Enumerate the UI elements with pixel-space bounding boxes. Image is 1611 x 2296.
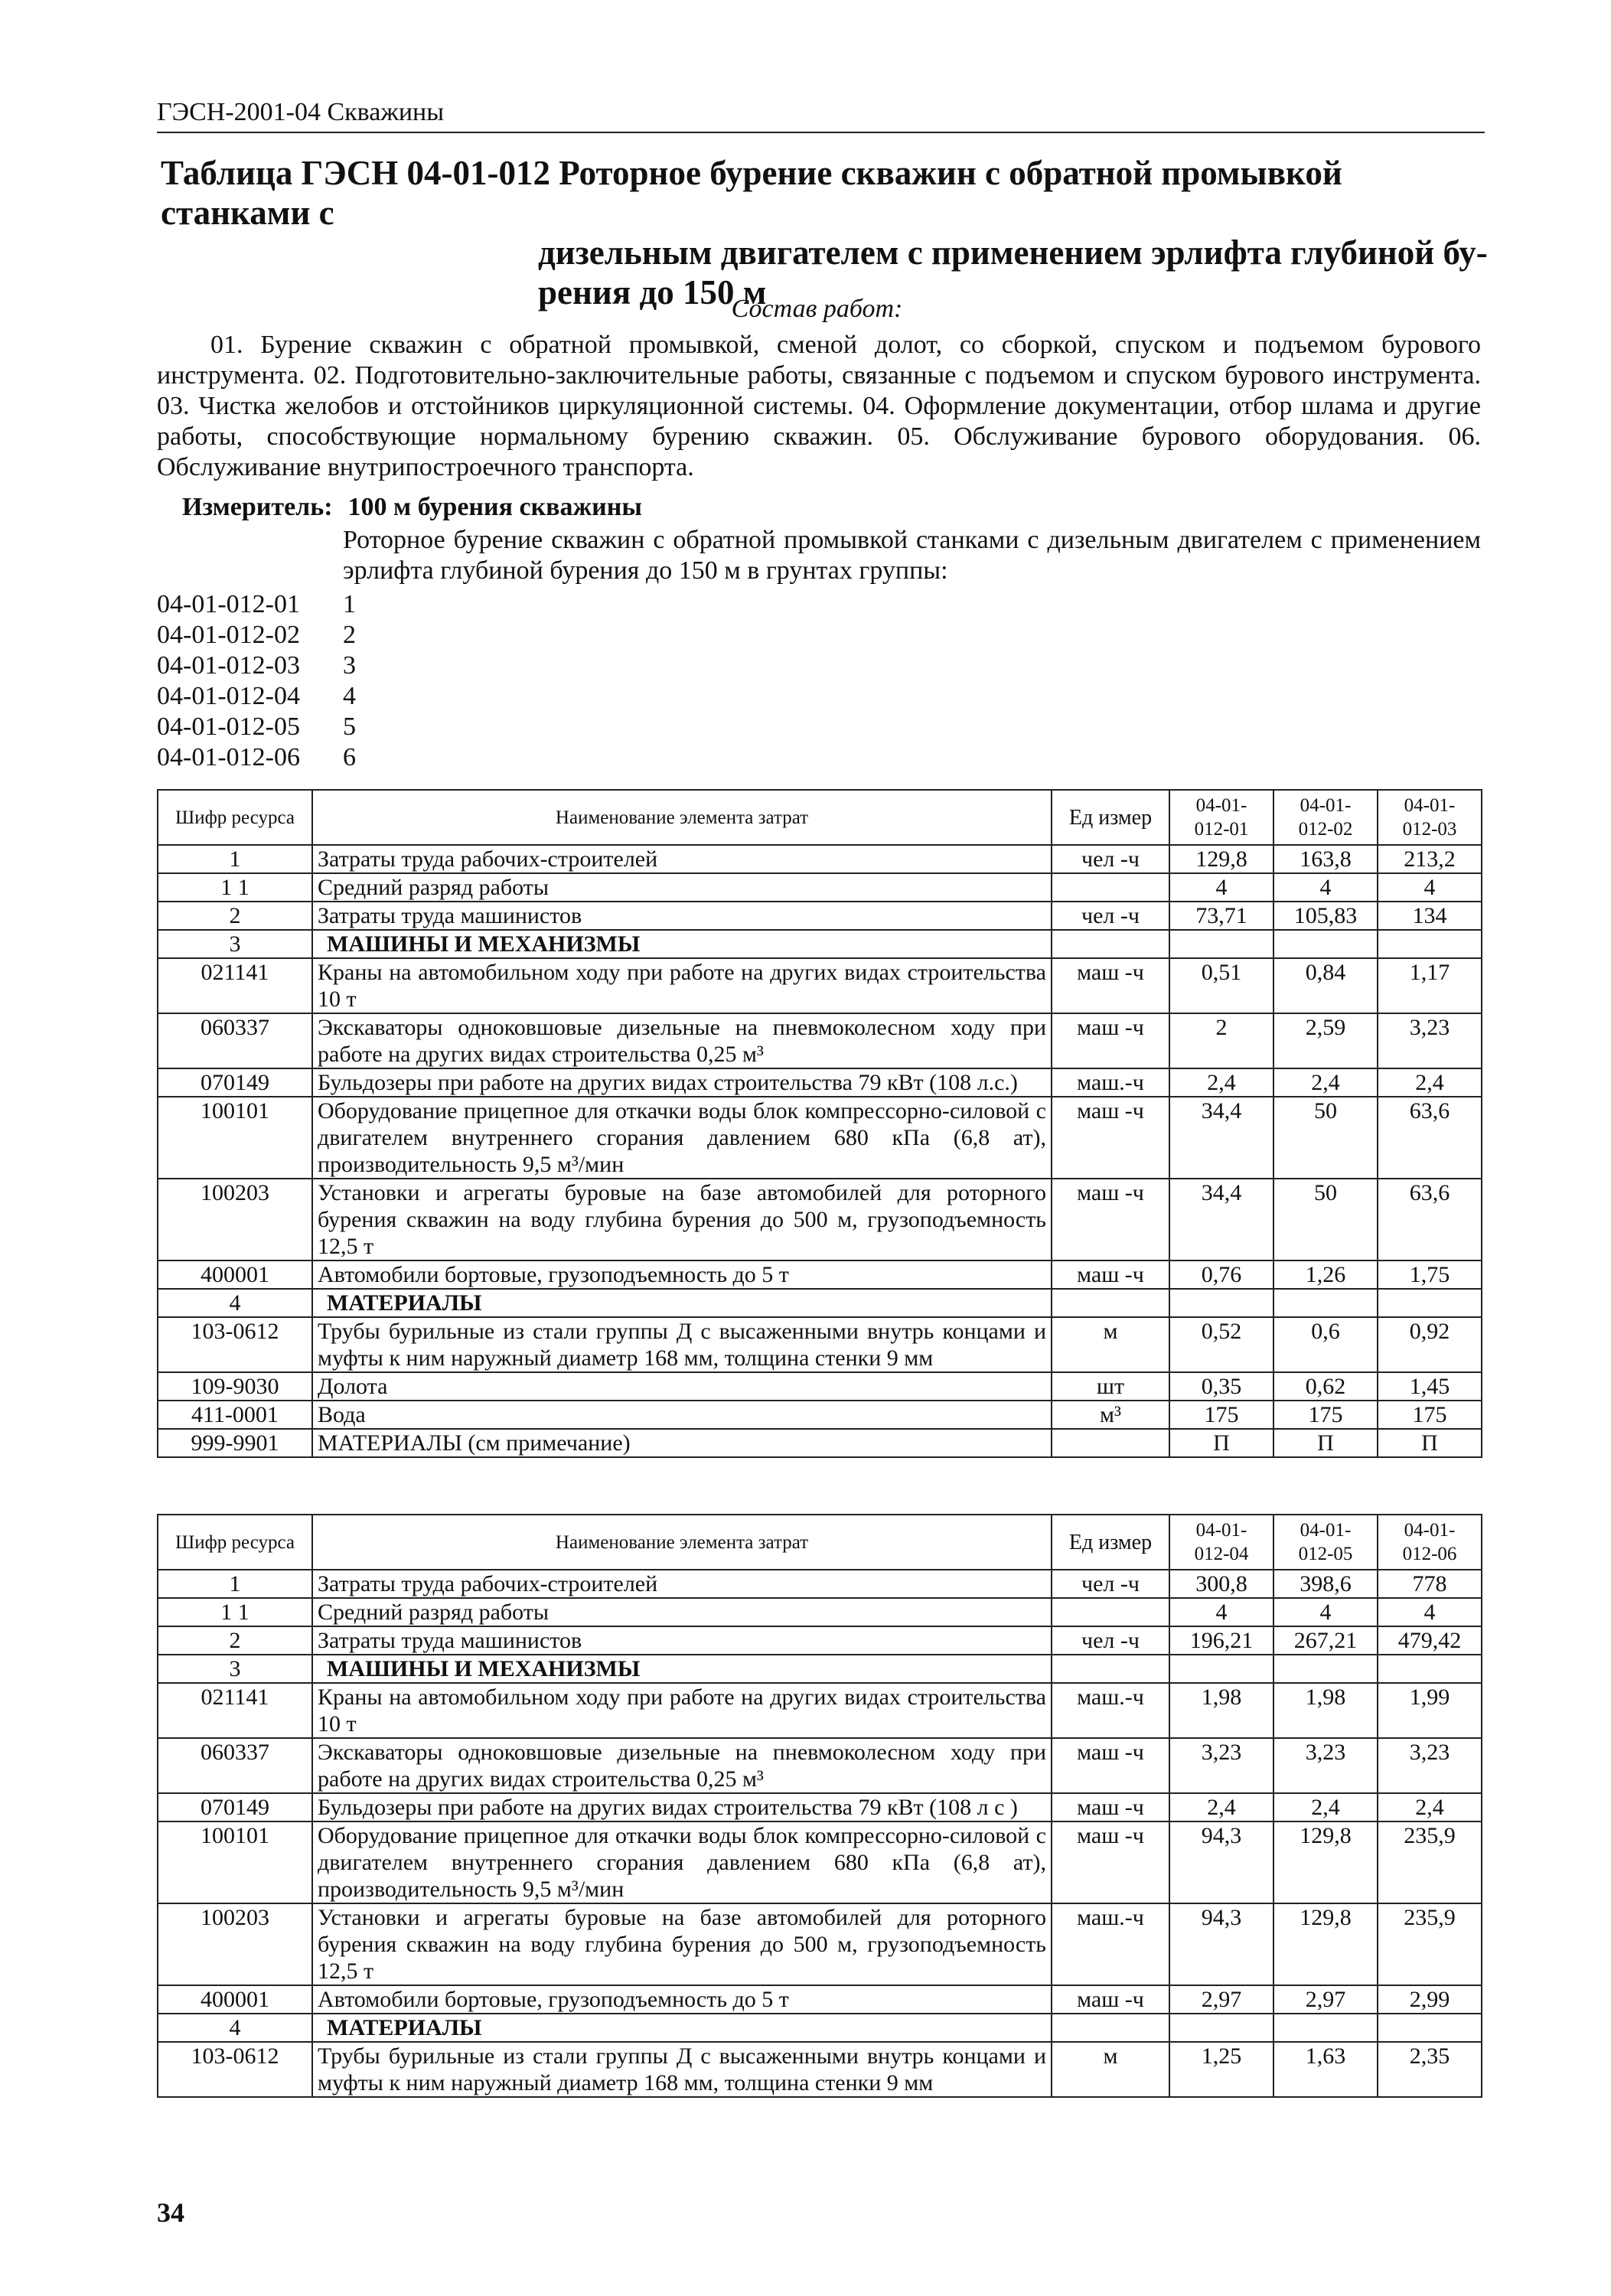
- resource-unit: маш -ч: [1052, 1793, 1169, 1821]
- table-header-row: [158, 790, 1482, 845]
- norm-value: 129,8: [1273, 1821, 1378, 1903]
- resource-name: Автомобили бортовые, грузоподъемность до 5 т: [312, 1985, 1052, 2014]
- norm-value: П: [1169, 1429, 1273, 1457]
- norm-code-row: [157, 712, 356, 742]
- resource-unit: маш.-ч: [1052, 1903, 1169, 1985]
- resource-name: МАТЕРИАЛЫ (см примечание): [312, 1429, 1052, 1457]
- norm-value: 3,23: [1169, 1738, 1273, 1793]
- resource-code: 021141: [158, 1683, 312, 1738]
- norm-value: 175: [1169, 1401, 1273, 1429]
- resource-name: Бульдозеры при работе на других видах строительства 79 кВт (108 л.с.): [312, 1068, 1052, 1097]
- norm-value: [1378, 2014, 1482, 2042]
- norm-value: 175: [1273, 1401, 1378, 1429]
- norm-code: 04-01-012-01: [157, 590, 300, 618]
- resource-name: Установки и агрегаты буровые на базе автомобилей для роторного бурения скважин на воду глубина бурения до 500 м, грузоподъемность 12,5 т: [312, 1179, 1052, 1261]
- resource-table-1: [157, 789, 1482, 1458]
- resource-code: 1: [158, 845, 312, 873]
- norm-value: 4: [1273, 1598, 1378, 1626]
- table-row: [158, 958, 1482, 1013]
- norm-code: 04-01-012-02: [157, 621, 300, 649]
- resource-unit: [1052, 1289, 1169, 1317]
- resource-code: 103-0612: [158, 1317, 312, 1372]
- norm-value: 1,45: [1378, 1372, 1482, 1401]
- norm-value: 105,83: [1273, 902, 1378, 930]
- norm-value: [1169, 1655, 1273, 1683]
- norm-code-row: [157, 620, 356, 651]
- norm-value: 94,3: [1169, 1903, 1273, 1985]
- col-header-norm: 04-01- 012-03: [1378, 790, 1482, 845]
- resource-unit: маш -ч: [1052, 1179, 1169, 1261]
- table-row: [158, 1261, 1482, 1289]
- table-title: [161, 153, 1489, 312]
- table-row: [158, 1821, 1482, 1903]
- resource-unit: шт: [1052, 1372, 1169, 1401]
- resource-name: Затраты труда рабочих-строителей: [312, 845, 1052, 873]
- resource-unit: чел -ч: [1052, 1626, 1169, 1655]
- title-line-1: Таблица ГЭСН 04-01-012 Роторное бурение скважин с обратной промывкой станками с: [161, 154, 1342, 232]
- table-row: [158, 873, 1482, 902]
- table-row: [158, 2014, 1482, 2042]
- soil-group: 6: [343, 743, 356, 771]
- table-row: [158, 1013, 1482, 1068]
- title-line-2: дизельным двигателем с применением эрлифта глубиной бу-: [538, 233, 1488, 272]
- resource-unit: [1052, 1598, 1169, 1626]
- col-header-norm: 04-01- 012-05: [1273, 1515, 1378, 1570]
- running-header: ГЭСН-2001-04 Скважины: [157, 98, 1485, 133]
- norm-value: 0,92: [1378, 1317, 1482, 1372]
- table-row: [158, 1903, 1482, 1985]
- norm-value: 129,8: [1169, 845, 1273, 873]
- resource-unit: маш -ч: [1052, 1738, 1169, 1793]
- resource-unit: [1052, 1655, 1169, 1683]
- norm-value: 0,52: [1169, 1317, 1273, 1372]
- resource-unit: м³: [1052, 1401, 1169, 1429]
- table-row: [158, 1655, 1482, 1683]
- norm-value: 1,98: [1273, 1683, 1378, 1738]
- resource-unit: маш.-ч: [1052, 1068, 1169, 1097]
- col-header-code: Шифр ресурса: [158, 1515, 312, 1570]
- resource-code: 070149: [158, 1068, 312, 1097]
- resource-code: 4: [158, 2014, 312, 2042]
- resource-name: Оборудование прицепное для откачки воды блок компрессорно-силовой с двигателем внутреннего сгорания давлением 680 кПа (6,8 ат), производительность 9,5 м³/мин: [312, 1821, 1052, 1903]
- norm-value: 0,6: [1273, 1317, 1378, 1372]
- resource-name: Трубы бурильные из стали группы Д с высаженными внутрь концами и муфты к ним наружный диаметр 168 мм, толщина стенки 9 мм: [312, 2042, 1052, 2097]
- norm-value: 1,17: [1378, 958, 1482, 1013]
- norm-value: 4: [1378, 873, 1482, 902]
- norm-value: [1273, 2014, 1378, 2042]
- norm-value: [1169, 2014, 1273, 2042]
- soil-group: 5: [343, 713, 356, 741]
- norm-value: 2,59: [1273, 1013, 1378, 1068]
- norm-value: 2,4: [1273, 1068, 1378, 1097]
- table-row: [158, 1738, 1482, 1793]
- norm-value: [1169, 1289, 1273, 1317]
- resource-unit: маш -ч: [1052, 958, 1169, 1013]
- norm-value: 4: [1169, 873, 1273, 902]
- norm-value: 0,84: [1273, 958, 1378, 1013]
- resource-unit: маш -ч: [1052, 1985, 1169, 2014]
- norm-value: 778: [1378, 1570, 1482, 1598]
- norm-value: 1,75: [1378, 1261, 1482, 1289]
- resource-name: Средний разряд работы: [312, 873, 1052, 902]
- norm-description: Роторное бурение скважин с обратной промывкой станками с дизельным двигателем с применением эрлифта глубиной бурения до 150 м в грунтах группы:: [343, 526, 1481, 585]
- table-row: [158, 1068, 1482, 1097]
- norm-value: 3,23: [1378, 1013, 1482, 1068]
- table-row: [158, 2042, 1482, 2097]
- table-row: [158, 1570, 1482, 1598]
- resource-name: Краны на автомобильном ходу при работе на других видах строительства 10 т: [312, 1683, 1052, 1738]
- norm-value: 300,8: [1169, 1570, 1273, 1598]
- resource-name: МАШИНЫ И МЕХАНИЗМЫ: [312, 1655, 1052, 1683]
- resource-name: Экскаваторы одноковшовые дизельные на пневмоколесном ходу при работе на других видах строительства 0,25 м³: [312, 1738, 1052, 1793]
- col-header-norm: 04-01- 012-06: [1378, 1515, 1482, 1570]
- col-header-norm: 04-01- 012-02: [1273, 790, 1378, 845]
- norm-value: 4: [1273, 873, 1378, 902]
- resource-name: МАТЕРИАЛЫ: [312, 1289, 1052, 1317]
- resource-name: Бульдозеры при работе на других видах строительства 79 кВт (108 л с ): [312, 1793, 1052, 1821]
- resource-unit: маш -ч: [1052, 1097, 1169, 1179]
- col-header-norm: 04-01- 012-04: [1169, 1515, 1273, 1570]
- norm-value: 2,4: [1169, 1793, 1273, 1821]
- table-row: [158, 1793, 1482, 1821]
- resource-unit: чел -ч: [1052, 1570, 1169, 1598]
- resource-unit: [1052, 930, 1169, 958]
- table-row: [158, 902, 1482, 930]
- resource-name: Оборудование прицепное для откачки воды блок компрессорно-силовой с двигателем внутреннего сгорания давлением 680 кПа (6,8 ат), производительность 9,5 м³/мин: [312, 1097, 1052, 1179]
- norm-value: 4: [1378, 1598, 1482, 1626]
- resource-unit: [1052, 1429, 1169, 1457]
- resource-name: МАТЕРИАЛЫ: [312, 2014, 1052, 2042]
- table-row: [158, 1401, 1482, 1429]
- norm-value: 175: [1378, 1401, 1482, 1429]
- norm-value: 2,4: [1169, 1068, 1273, 1097]
- table-row: [158, 1683, 1482, 1738]
- norm-value: [1169, 930, 1273, 958]
- norm-value: 2,99: [1378, 1985, 1482, 2014]
- resource-code: 1 1: [158, 1598, 312, 1626]
- norm-value: 0,51: [1169, 958, 1273, 1013]
- table-row: [158, 1317, 1482, 1372]
- norm-value: 0,35: [1169, 1372, 1273, 1401]
- resource-unit: м: [1052, 2042, 1169, 2097]
- norm-value: 1,98: [1169, 1683, 1273, 1738]
- norm-code: 04-01-012-04: [157, 682, 300, 710]
- soil-group: 1: [343, 590, 356, 618]
- norm-code: 04-01-012-06: [157, 743, 300, 771]
- norm-value: 34,4: [1169, 1097, 1273, 1179]
- norm-value: 2,97: [1169, 1985, 1273, 2014]
- measure-unit: [182, 493, 642, 522]
- norm-value: 3,23: [1378, 1738, 1482, 1793]
- norm-value: 398,6: [1273, 1570, 1378, 1598]
- norm-value: [1273, 930, 1378, 958]
- soil-group: 3: [343, 651, 356, 680]
- norm-value: 2,97: [1273, 1985, 1378, 2014]
- resource-code: 411-0001: [158, 1401, 312, 1429]
- norm-value: [1378, 1289, 1482, 1317]
- soil-group: 2: [343, 621, 356, 649]
- resource-name: Автомобили бортовые, грузоподъемность до 5 т: [312, 1261, 1052, 1289]
- norm-value: 2: [1169, 1013, 1273, 1068]
- resource-name: Трубы бурильные из стали группы Д с высаженными внутрь концами и муфты к ним наружный диаметр 168 мм, толщина стенки 9 мм: [312, 1317, 1052, 1372]
- norm-value: 235,9: [1378, 1903, 1482, 1985]
- table-row: [158, 1598, 1482, 1626]
- resource-name: Установки и агрегаты буровые на базе автомобилей для роторного бурения скважин на воду глубина бурения до 500 м, грузоподъемность 12,5 т: [312, 1903, 1052, 1985]
- norm-value: 50: [1273, 1179, 1378, 1261]
- col-header-name: Наименование элемента затрат: [312, 1515, 1052, 1570]
- norm-value: 235,9: [1378, 1821, 1482, 1903]
- norm-code-row: [157, 742, 356, 773]
- col-header-unit: Ед измер: [1052, 790, 1169, 845]
- norm-value: [1273, 1655, 1378, 1683]
- norm-value: [1378, 1655, 1482, 1683]
- measure-value: 100 м бурения скважины: [347, 493, 642, 521]
- norm-value: 134: [1378, 902, 1482, 930]
- resource-code: 103-0612: [158, 2042, 312, 2097]
- resource-unit: маш.-ч: [1052, 1683, 1169, 1738]
- resource-code: 4: [158, 1289, 312, 1317]
- title-line-3: рения до 150 м: [538, 273, 767, 311]
- resource-code: 100203: [158, 1179, 312, 1261]
- resource-code: 999-9901: [158, 1429, 312, 1457]
- soil-group: 4: [343, 682, 356, 710]
- norm-value: 34,4: [1169, 1179, 1273, 1261]
- col-header-code: Шифр ресурса: [158, 790, 312, 845]
- resource-name: Затраты труда рабочих-строителей: [312, 1570, 1052, 1598]
- norm-value: 94,3: [1169, 1821, 1273, 1903]
- resource-unit: чел -ч: [1052, 902, 1169, 930]
- resource-name: Вода: [312, 1401, 1052, 1429]
- norm-value: 2,4: [1378, 1068, 1482, 1097]
- resource-name: Экскаваторы одноковшовые дизельные на пневмоколесном ходу при работе на других видах строительства 0,25 м³: [312, 1013, 1052, 1068]
- norm-value: 2,35: [1378, 2042, 1482, 2097]
- col-header-norm: 04-01- 012-01: [1169, 790, 1273, 845]
- resource-code: 400001: [158, 1985, 312, 2014]
- resource-code: 2: [158, 1626, 312, 1655]
- norm-value: 1,63: [1273, 2042, 1378, 2097]
- resource-name: Затраты труда машинистов: [312, 902, 1052, 930]
- table-row: [158, 1985, 1482, 2014]
- resource-unit: маш -ч: [1052, 1821, 1169, 1903]
- composition-text: 01. Бурение скважин с обратной промывкой, сменой долот, со сборкой, спуском и подъемом бурового инструмента. 02. Подготовительно-заключительные работы, связанные с подъемом и спуском бурового инструмента. 03. Чистка желобов и отстойников циркуляционной системы. 04. Оформление документации, отбор шлама и другие работы, способствующие нормальному бурению скважин. 05. Обслуживание бурового оборудования. 06. Обслуживание внутрипостроечного транспорта.: [157, 331, 1481, 481]
- resource-code: 070149: [158, 1793, 312, 1821]
- table-row: [158, 1429, 1482, 1457]
- resource-unit: маш -ч: [1052, 1261, 1169, 1289]
- norm-value: 0,62: [1273, 1372, 1378, 1401]
- table-row: [158, 1179, 1482, 1261]
- norm-value: 163,8: [1273, 845, 1378, 873]
- norm-value: 2,4: [1378, 1793, 1482, 1821]
- measure-label: Измеритель:: [182, 493, 333, 521]
- resource-code: 2: [158, 902, 312, 930]
- resource-unit: чел -ч: [1052, 845, 1169, 873]
- norm-value: 213,2: [1378, 845, 1482, 873]
- resource-code: 400001: [158, 1261, 312, 1289]
- norm-value: 196,21: [1169, 1626, 1273, 1655]
- resource-code: 060337: [158, 1738, 312, 1793]
- norm-value: 1,26: [1273, 1261, 1378, 1289]
- table-row: [158, 1097, 1482, 1179]
- resource-unit: [1052, 2014, 1169, 2042]
- resource-code: 021141: [158, 958, 312, 1013]
- norm-code: 04-01-012-05: [157, 713, 300, 741]
- norm-value: 73,71: [1169, 902, 1273, 930]
- col-header-unit: Ед измер: [1052, 1515, 1169, 1570]
- resource-unit: маш -ч: [1052, 1013, 1169, 1068]
- norm-value: 0,76: [1169, 1261, 1273, 1289]
- resource-code: 100101: [158, 1821, 312, 1903]
- norm-value: 2,4: [1273, 1793, 1378, 1821]
- norm-value: [1273, 1289, 1378, 1317]
- table-row: [158, 845, 1482, 873]
- resource-code: 100203: [158, 1903, 312, 1985]
- norm-value: 50: [1273, 1097, 1378, 1179]
- table-row: [158, 930, 1482, 958]
- norm-value: 4: [1169, 1598, 1273, 1626]
- norm-value: 479,42: [1378, 1626, 1482, 1655]
- norm-value: 129,8: [1273, 1903, 1378, 1985]
- resource-unit: [1052, 873, 1169, 902]
- resource-code: 100101: [158, 1097, 312, 1179]
- norm-value: П: [1273, 1429, 1378, 1457]
- norm-code-row: [157, 651, 356, 681]
- norm-codes-list: [157, 589, 356, 773]
- resource-code: 060337: [158, 1013, 312, 1068]
- col-header-name: Наименование элемента затрат: [312, 790, 1052, 845]
- resource-code: 1 1: [158, 873, 312, 902]
- table-row: [158, 1289, 1482, 1317]
- resource-code: 3: [158, 1655, 312, 1683]
- page-number: 34: [157, 2197, 184, 2228]
- norm-value: 1,25: [1169, 2042, 1273, 2097]
- table-header-row: [158, 1515, 1482, 1570]
- norm-value: 1,99: [1378, 1683, 1482, 1738]
- norm-value: П: [1378, 1429, 1482, 1457]
- resource-name: МАШИНЫ И МЕХАНИЗМЫ: [312, 930, 1052, 958]
- table-row: [158, 1372, 1482, 1401]
- norm-value: 267,21: [1273, 1626, 1378, 1655]
- norm-value: [1378, 930, 1482, 958]
- resource-table-2: [157, 1514, 1482, 2098]
- composition-heading: Состав работ:: [731, 295, 903, 323]
- resource-code: 1: [158, 1570, 312, 1598]
- norm-code-row: [157, 681, 356, 712]
- resource-name: Долота: [312, 1372, 1052, 1401]
- norm-code: 04-01-012-03: [157, 651, 300, 680]
- table-row: [158, 1626, 1482, 1655]
- resource-name: Затраты труда машинистов: [312, 1626, 1052, 1655]
- norm-value: 63,6: [1378, 1097, 1482, 1179]
- resource-code: 109-9030: [158, 1372, 312, 1401]
- resource-name: Средний разряд работы: [312, 1598, 1052, 1626]
- norm-code-row: [157, 589, 356, 620]
- resource-code: 3: [158, 930, 312, 958]
- resource-unit: м: [1052, 1317, 1169, 1372]
- norm-value: 63,6: [1378, 1179, 1482, 1261]
- norm-value: 3,23: [1273, 1738, 1378, 1793]
- resource-name: Краны на автомобильном ходу при работе на других видах строительства 10 т: [312, 958, 1052, 1013]
